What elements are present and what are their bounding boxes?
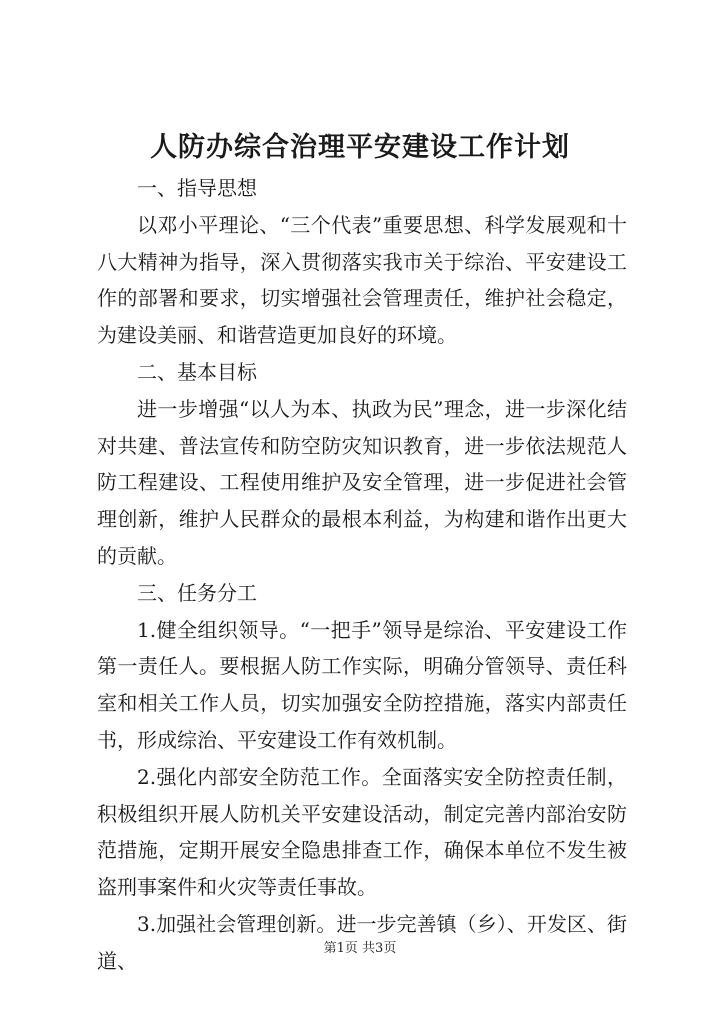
paragraph-basic-goals: 进一步增强“以人为本、执政为民”理念，进一步深化结对共建、普法宣传和防空防灾知识教育，进一步依法规范人防工程建设、工程使用维护及安全管理，进一步促进社会管理创新，维护人民群众的最根本利益，为构建和谐作出更大的贡献。 bbox=[97, 396, 627, 568]
paragraph-task-3: 3.加强社会管理创新。进一步完善镇（乡）、开发区、街道、 bbox=[97, 911, 627, 973]
paragraph-task-2: 2.强化内部安全防范工作。全面落实安全防控责任制，积极组织开展人防机关平安建设活动，制定完善内部治安防范措施，定期开展安全隐患排查工作，确保本单位不发生被盗刑事案件和火灾等责任事故。 bbox=[97, 764, 627, 900]
page-footer: 第1页 共3页 bbox=[323, 941, 397, 956]
paragraph-task-1: 1.健全组织领导。“一把手”领导是综治、平安建设工作第一责任人。要根据人防工作实际，明确分管领导、责任科室和相关工作人员，切实加强安全防控措施，落实内部责任书，形成综治、平安建设工作有效机制。 bbox=[97, 617, 627, 752]
heading-basic-goals: 二、基本目标 bbox=[137, 359, 257, 384]
page-title: 人防办综合治理平安建设工作计划 bbox=[150, 132, 570, 163]
paragraph-guiding-ideology: 以邓小平理论、“三个代表”重要思想、科学发展观和十八大精神为指导，深入贯彻落实我市关于综治、平安建设工作的部署和要求，切实增强社会管理责任，维护社会稳定，为建设美丽、和谐营造更加良好的环境。 bbox=[97, 212, 627, 348]
heading-task-division: 三、任务分工 bbox=[137, 580, 257, 605]
heading-guiding-ideology: 一、指导思想 bbox=[137, 176, 257, 200]
document-body bbox=[97, 170, 627, 980]
